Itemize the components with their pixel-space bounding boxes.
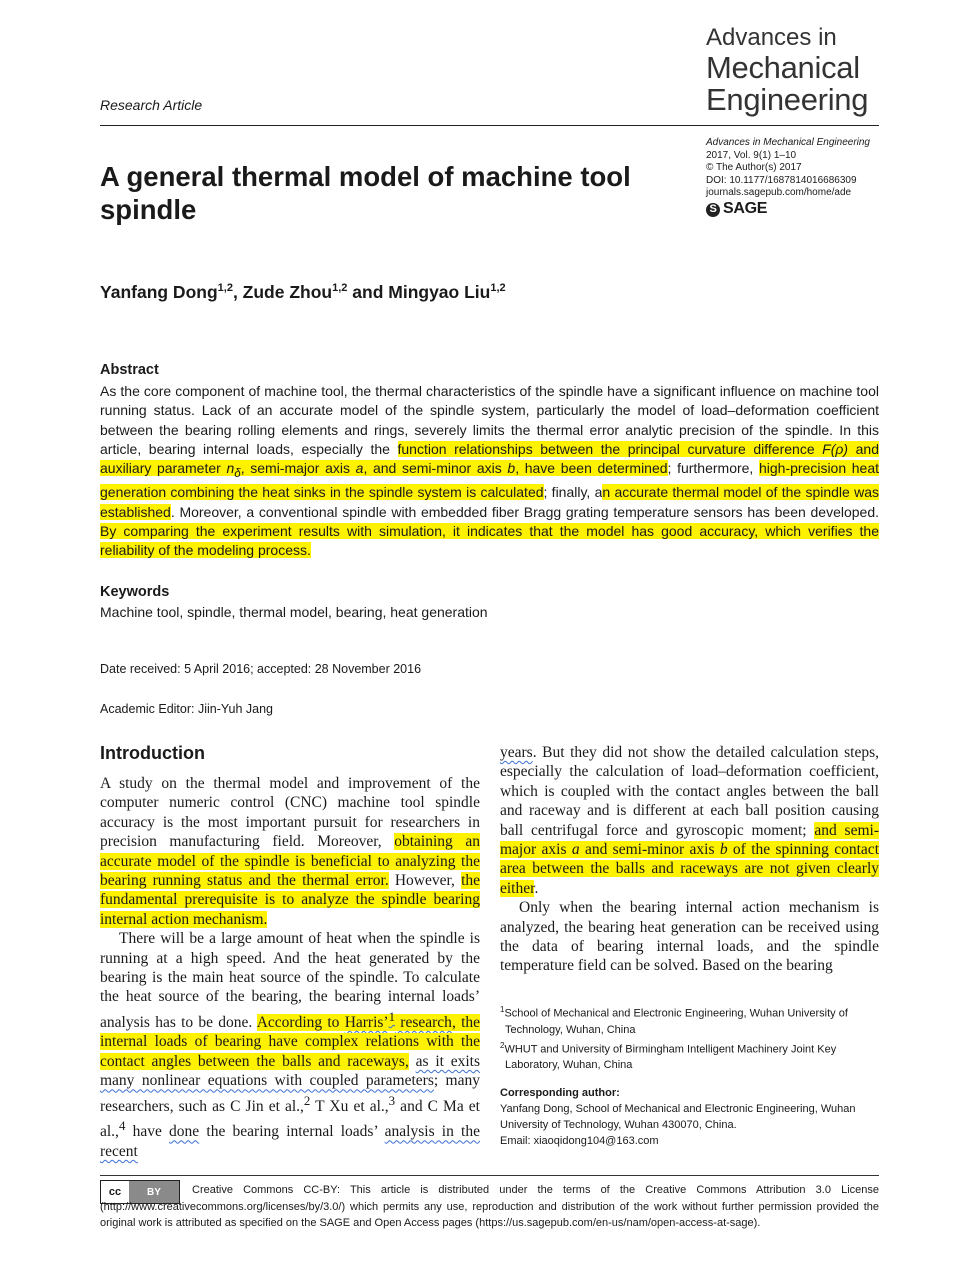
grammar-flag: as it exits many nonlinear equations with coupled parameters [100,1052,480,1090]
reference-number[interactable]: 2 [303,1092,311,1108]
journal-name-line1: Advances in [706,24,837,51]
body-text: There will be a large amount of heat when the spindle is running at a high speed. And the heat generated by the bearing is the main heat source of the spindle. To calculate the heat source of the bearing, the bearing internal loads’ analysis has to be done. [100,930,480,1032]
author-name: Zude Zhou [242,282,333,302]
body-text: and semi-minor axis [579,841,720,859]
affiliation-item [500,1002,879,1038]
abstract-text: , and semi-minor axis [363,460,508,477]
abstract-text: function relationships between the principal curvature difference [397,440,823,457]
paper-title: A general thermal model of machine tool spindle [100,161,631,225]
affiliations [500,1002,879,1149]
sage-logo [706,200,870,218]
body-text: , the internal loads of bearing have complex relations with the contact angles between the balls and raceways, [100,1014,481,1070]
body-text: . [534,879,539,897]
author-name: Yanfang Dong [100,282,218,302]
copyright: © The Author(s) 2017 [706,162,802,173]
body-text: research [395,1014,452,1032]
corresponding-author-address: Yanfang Dong, School of Mechanical and Electronic Engineering, Wuhan University of Technology, Wuhan 430070, China. [500,1103,856,1132]
doi[interactable]: DOI: 10.1177/1687814016686309 [706,174,857,186]
highlight: By comparing the experiment results with simulation, it indicates that the model has good accuracy, which verifies the reliability of the modeling process. [100,522,879,559]
keywords-heading: Keywords [100,584,170,600]
by-icon: BY [129,1181,179,1203]
affiliation-text: WHUT and University of Birmingham Intelligent Machinery Joint Key Laboratory, Wuhan, China [504,1043,837,1072]
affiliation-number: 1 [500,1005,505,1014]
body-column-left [100,774,480,1161]
abstract-text: , semi-major axis [240,460,356,477]
introduction-heading: Introduction [100,743,205,763]
sage-wordmark: SAGE [723,200,768,218]
body-text: . But they did not show the detailed calculation steps, especially the calculation of load–deformation coefficient, which is coupled with the contact angles between the ball and raceway and is different at each ball position causing ball centrifugal force and gyroscopic moment; [500,744,879,839]
math-term: F(ρ) [822,440,849,457]
affiliation-item [500,1038,879,1074]
reference-number[interactable]: 4 [118,1118,126,1134]
journal-logo [706,24,906,116]
body-text: However, [388,872,462,890]
sage-icon: S [706,203,720,217]
grammar-flag: years [500,744,533,761]
author-affiliation: 1,2 [490,282,506,295]
cc-icon: cc [101,1181,129,1203]
body-text [409,1053,416,1070]
affiliation-text: School of Mechanical and Electronic Engineering, Wuhan University of Technology, Wuhan, China [504,1007,848,1036]
abstract-text: , have been determined [515,460,668,477]
body-text: A study on the thermal model and improvement of the computer numeric control (CNC) machine tool spindle accuracy is the most important pursuit for researchers in precision manufacturing field. Moreover, [100,775,480,851]
body-text: the bearing internal loads’ [199,1123,385,1141]
authors [100,282,506,303]
body-column-right [500,743,879,976]
paragraph [100,929,480,1161]
highlight: n accurate thermal model of the spindle was established [100,484,879,520]
academic-editor: Academic Editor: Jiin-Yuh Jang [100,702,274,716]
license-text: Creative Commons CC-BY: This article is distributed under the terms of the Creative Commons Attribution 3.0 License (http://www.creativecommons.org/licenses/by/3.0/) which permits any use, reproduction and distribution of the work without further permission provided the original work is attributed as specified on the SAGE and Open Access pages (https://us.sagepub.com/en-us/nam/open-access-at-sage). [100,1184,879,1229]
abstract-body [100,382,879,560]
abstract-text: As the core component of machine tool, the thermal characteristics of the spindle have a significant influence on machine tool running status. Lack of an accurate model of the spindle system, particularly the model of load–deformation coefficient between the bearing rolling elements and rings, severely limits the thermal error analytic precision of the spindle. In this article, bearing internal loads, especially the [100,383,879,457]
paragraph [100,774,480,929]
keywords-list: Machine tool, spindle, thermal model, bearing, heat generation [100,604,488,620]
abstract-text: ; finally, a [543,484,603,501]
abstract-text: ; furthermore, [667,460,759,477]
math-term: a [355,460,364,477]
citation-journal: Advances in Mechanical Engineering [706,137,870,148]
body-text: of the spinning contact area between the balls and raceways are not given clearly either [500,841,879,897]
paragraph: Only when the bearing internal action mechanism is analyzed, the bearing heat generation can be received using the data of bearing internal loads, and the spindle temperature field can be solved. Based on the bearing [500,899,879,975]
math-term: b [719,841,728,859]
citation-volume: 2017, Vol. 9(1) 1–10 [706,149,797,161]
body-text: According to [256,1014,345,1032]
reference-number[interactable]: 1 [388,1008,396,1024]
body-text: have [125,1123,170,1141]
journal-url[interactable]: journals.sagepub.com/home/ade [706,187,852,198]
journal-name-line3: Engineering [706,82,869,117]
body-text: and semi-major axis [500,821,879,859]
article-type: Research Article [100,97,203,113]
highlight: obtaining an accurate model of the spindle is beneficial to analyzing the bearing running status and the thermal error. [100,833,480,890]
highlight: the fundamental prerequisite is to analyze the spindle bearing internal action mechanism. [100,872,481,928]
author-affiliation: 1,2 [217,282,233,295]
affiliation-number: 2 [500,1040,505,1050]
paragraph [500,743,879,898]
citation-meta [706,137,870,217]
abstract-text: and auxiliary parameter [100,440,879,477]
reference-number[interactable]: 3 [388,1092,396,1108]
author-separator: and [347,282,389,302]
math-term: b [507,460,516,477]
corresponding-author-email[interactable]: Email: xiaoqidong104@163.com [500,1135,659,1148]
journal-name-line2: Mechanical [706,50,860,85]
grammar-flag: analysis in the recent [100,1123,480,1160]
body-text: T Xu et al., [310,1097,389,1115]
math-term: a [571,841,580,859]
body-text: ; many researchers, such as C Jin et al., [100,1072,480,1115]
dates: Date received: 5 April 2016; accepted: 28 November 2016 [100,662,422,676]
author-name: Mingyao Liu [388,282,491,302]
header-divider [100,125,879,126]
author-separator: , [232,282,243,302]
grammar-flag: done [169,1123,200,1141]
body-text: and C Ma et al., [100,1097,480,1141]
footer-divider [100,1175,879,1176]
citation-link[interactable]: Harris’ [344,1014,389,1032]
math-subscript: δ [234,466,241,480]
author-affiliation: 1,2 [332,282,348,295]
math-term: n [226,460,235,477]
highlight: high-precision heat generation combining the heat sinks in the spindle system is calculated [100,460,880,501]
abstract-text: . Moreover, a conventional spindle with embedded fiber Bragg grating temperature sensors has been developed. [170,503,879,520]
corresponding-author-heading: Corresponding author: [500,1087,620,1100]
abstract-heading: Abstract [100,362,159,378]
